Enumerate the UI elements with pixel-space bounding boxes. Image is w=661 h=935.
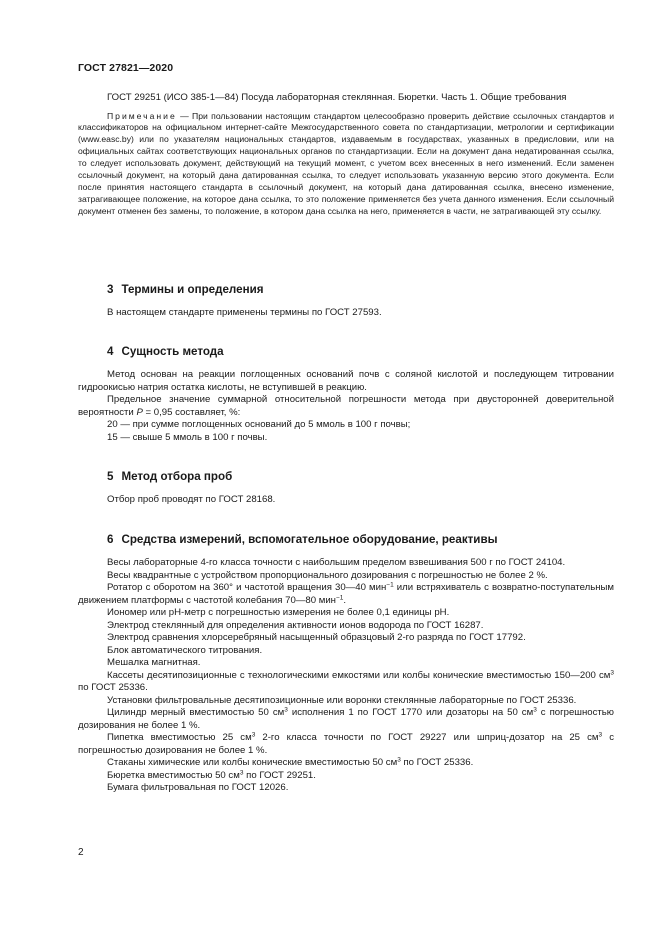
section-6-p9: Кассеты десятипозиционные с технологическими емкостями или колбы конические вместимостью 150—200 $см^3$ по ГОСТ 25336.: [78, 669, 614, 693]
section-3: [78, 283, 614, 320]
section-6-heading: 6 Средства измерений, вспомогательное оборудование, реактивы: [107, 533, 498, 546]
section-4-p2: Предельное значение суммарной относительной погрешности метода при двусторонней доверительной вероятности P = 0,95 составляет, %:: [78, 394, 614, 418]
section-6-p13: Стаканы химические или колбы конические вместимостью 50 $см^3$ по ГОСТ 25336.: [107, 756, 474, 768]
section-3-text: В настоящем стандарте применены термины по ГОСТ 27593.: [107, 307, 382, 318]
note-text: — При пользовании настоящим стандартом целесообразно проверить действие ссылочных стандартов и классификаторов на официальном интернет-сайте Межгосударственного совета по стандартизации, метрологии и сертификации (www.easc.by) или по указателям национальных стандартов, издаваемым в государствах, указанных в предисловии, или на официальных сайтах соответствующих национальных органов по стандартизации. Если на документ дана недатированная ссылка, то следует использовать документ, действующий на текущий момент, с учетом всех внесенных в него изменений. Если заменен ссылочный документ, на который дана датированная ссылка, то следует использовать указанную версию этого документа. Если после принятия настоящего стандарта в ссылочный документ, на который дана датированная ссылка, внесено изменение, затрагивающее положение, на которое дана ссылка, то это положение применяется без учета данного изменения. Если ссылочный документ отменен без замены, то положение, в котором дана ссылка на него, применяется в части, не затрагивающей эту ссылку.: [78, 110, 614, 216]
section-6-p5: Электрод стеклянный для определения активности ионов водорода по ГОСТ 16287.: [107, 619, 484, 631]
section-6-p7: Блок автоматического титрования.: [107, 644, 263, 656]
section-6-p6: Электрод сравнения хлорсеребряный насыщенный образцовый 2-го разряда по ГОСТ 17792.: [107, 632, 526, 643]
document-header: ГОСТ 27821—2020: [78, 62, 174, 74]
section-6-p4: Иономер или рН-метр с погрешностью измерения не более 0,1 единицы рН.: [107, 607, 450, 618]
section-4-heading: 4 Сущность метода: [107, 345, 224, 358]
section-4-item-2: 15 — свыше 5 ммоль в 100 г почвы.: [107, 431, 268, 443]
section-6-p2: Весы квадрантные с устройством пропорционального дозирования с погрешностью не более 2 %.: [107, 569, 548, 581]
page-number: 2: [78, 847, 84, 858]
note-paragraph: [78, 111, 614, 218]
section-6-p10: Установки фильтровальные десятипозиционные или воронки стеклянные лабораторные по ГОСТ 25336.: [107, 694, 577, 706]
section-6-p12: Пипетка вместимостью 25 $см^3$ 2-го класса точности по ГОСТ 29227 или шприц-дозатор на 25 $см^3$ с погрешностью дозирования не более 1 %.: [78, 731, 614, 756]
section-4-item-1: 20 — при сумме поглощенных оснований до 5 ммоль в 100 г почвы;: [107, 419, 411, 430]
section-4: [78, 345, 614, 444]
intro-block: [78, 92, 614, 218]
section-5-heading: 5 Метод отбора проб: [107, 470, 233, 483]
section-5: [78, 470, 614, 507]
section-6-p14: Бюретка вместимостью 50 $см^3$ по ГОСТ 29251.: [107, 769, 316, 781]
section-6: [78, 533, 614, 795]
section-6-p1: Весы лабораторные 4-го класса точности с наибольшим пределом взвешивания 500 г по ГОСТ 24104.: [107, 557, 566, 568]
section-6-p3: Ротатор с оборотом на 360° и частотой вращения 30—40 мин$^{-1}$ или встряхиватель с возвратно-поступательным движением платформы с частотой колебания 70—80 мин$^{-1}$.: [78, 581, 615, 606]
note-label: Примечание: [107, 110, 177, 121]
section-6-p8: Мешалка магнитная.: [107, 657, 201, 668]
section-6-p15: Бумага фильтровальная по ГОСТ 12026.: [107, 782, 289, 793]
section-6-p11: Цилиндр мерный вместимостью 50 $см^3$ исполнения 1 по ГОСТ 1770 или дозаторы на 50 $см^3$ с погрешностью дозирования не более 1 %.: [78, 706, 614, 731]
section-3-heading: 3 Термины и определения: [107, 283, 264, 296]
section-5-text: Отбор проб проводят по ГОСТ 28168.: [107, 494, 276, 505]
reference-entry: ГОСТ 29251 (ИСО 385-1—84) Посуда лабораторная стеклянная. Бюретки. Часть 1. Общие требования: [107, 92, 567, 103]
section-4-p1: Метод основан на реакции поглощенных оснований почв с соляной кислотой и последующем титровании гидроокисью натрия остатка кислоты, не вступившей в реакцию.: [78, 369, 614, 393]
